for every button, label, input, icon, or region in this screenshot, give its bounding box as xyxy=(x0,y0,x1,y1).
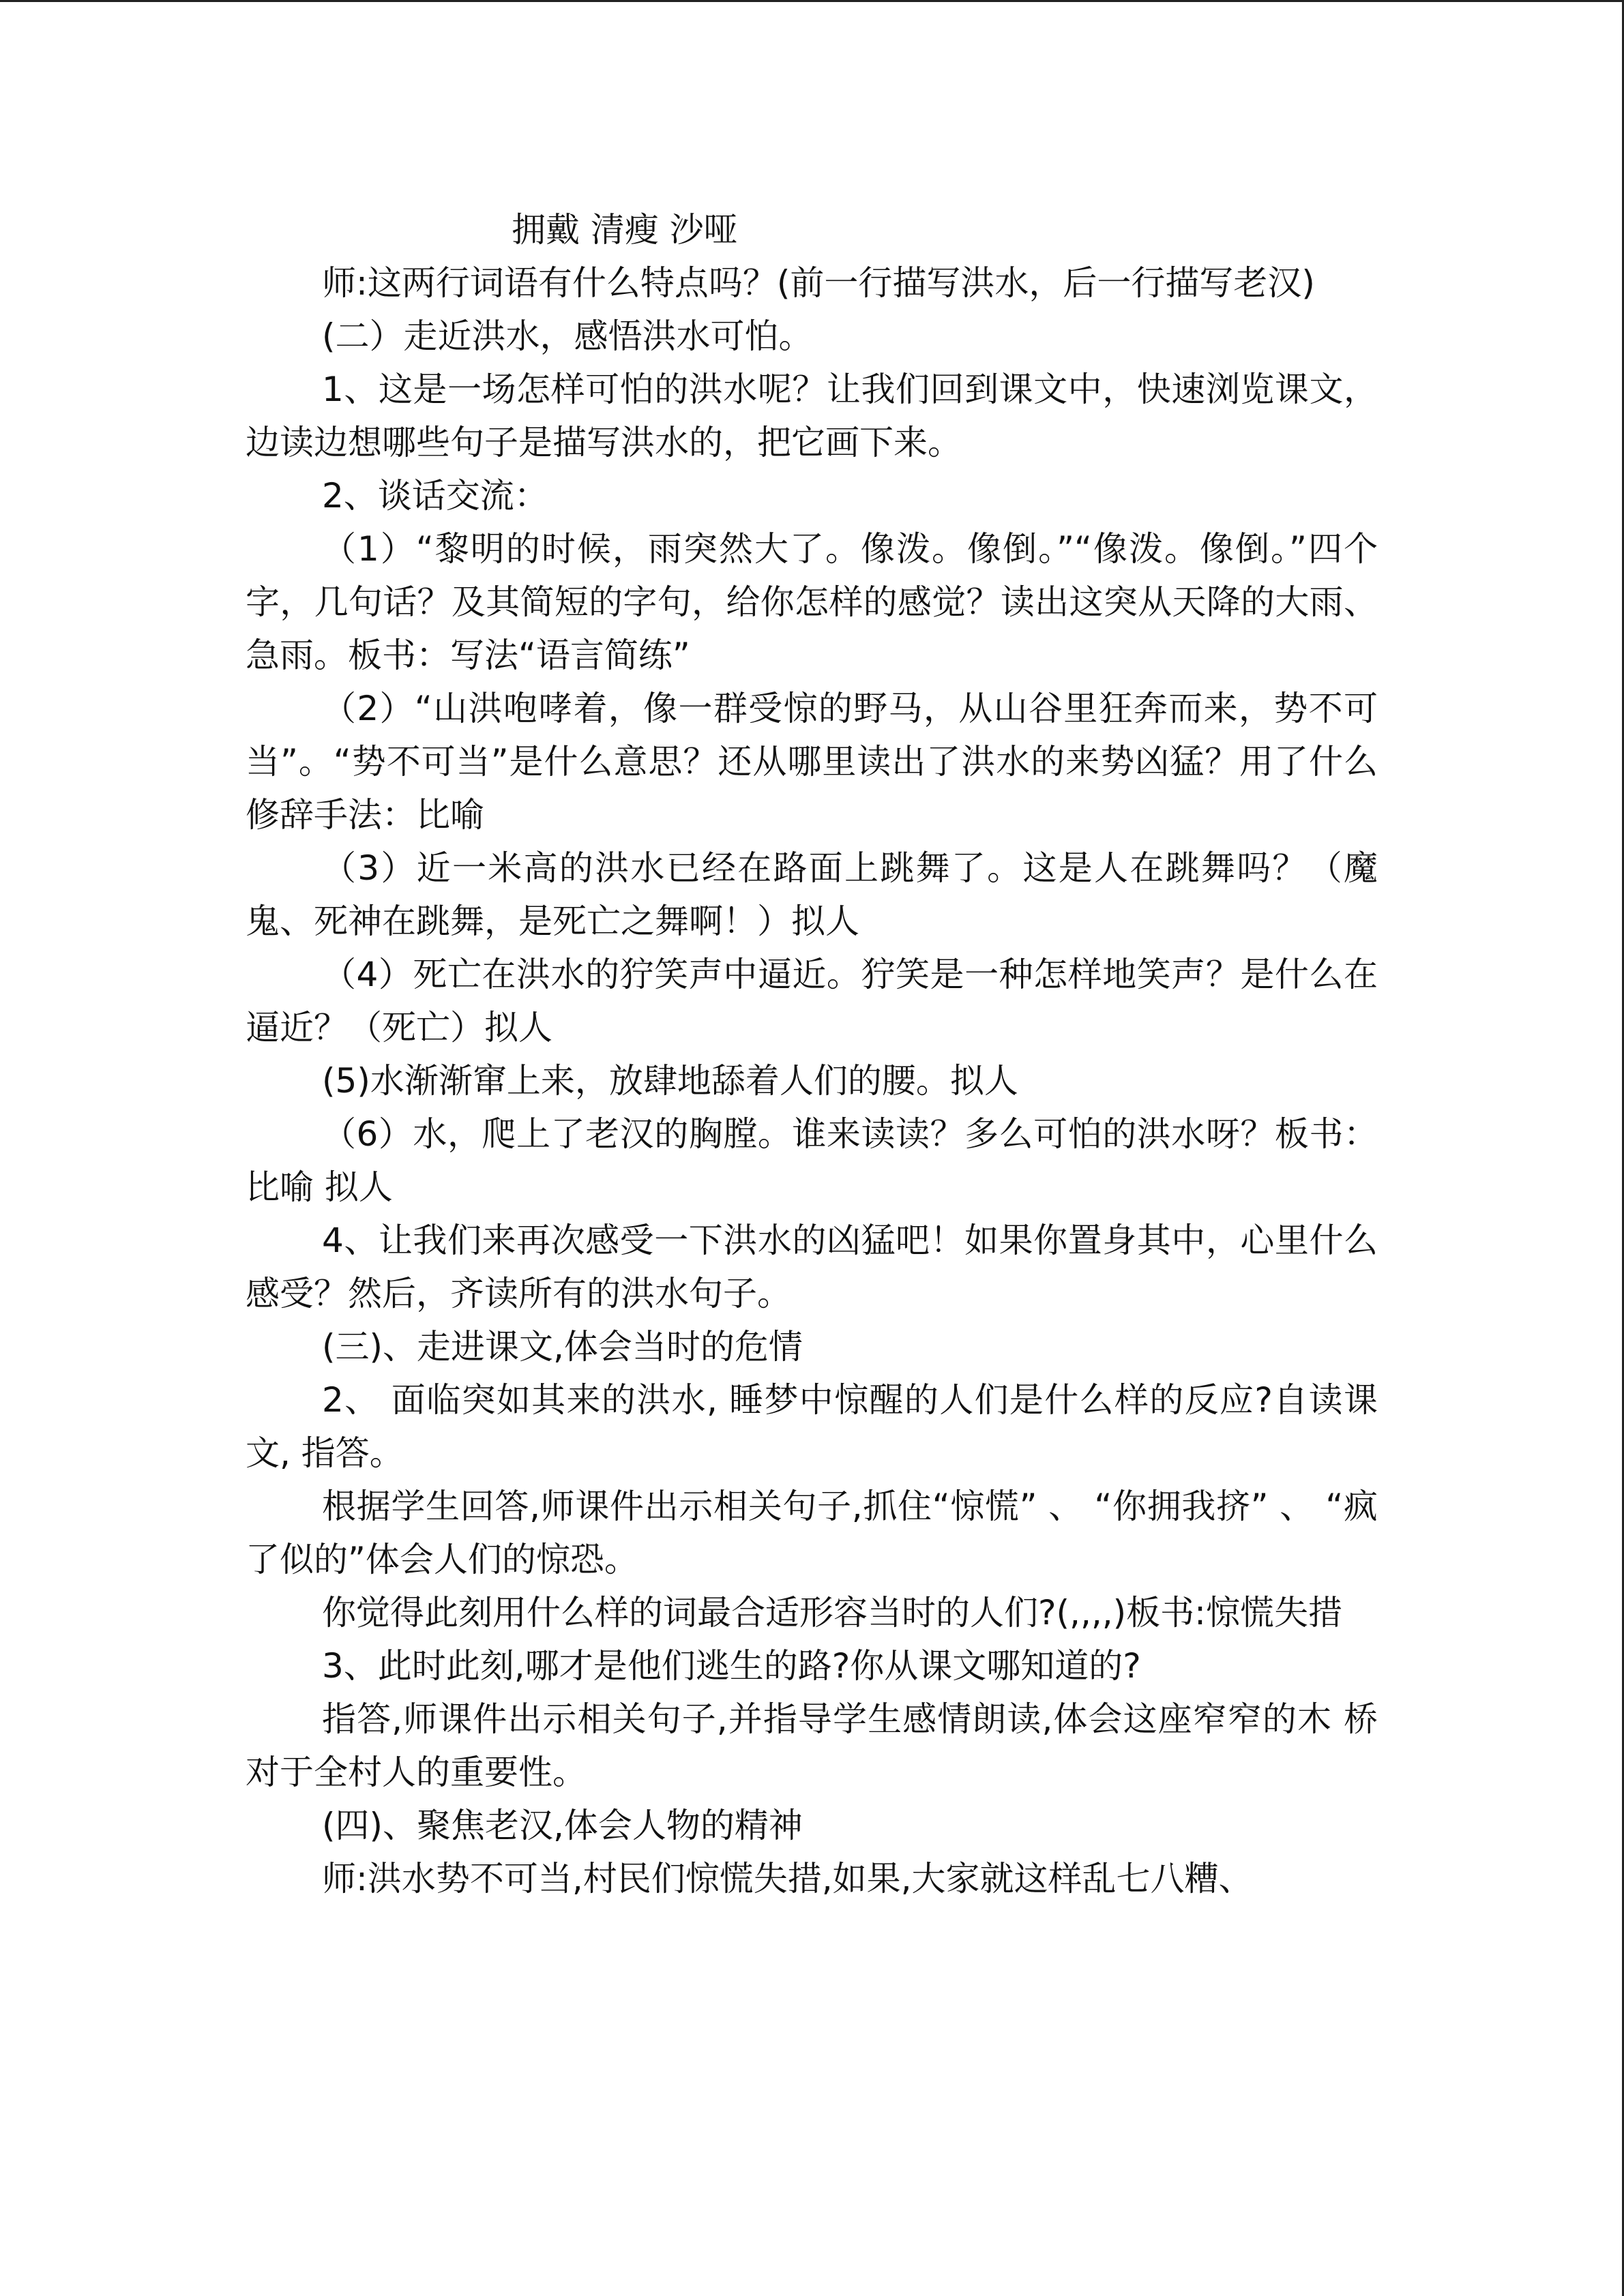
paragraph: 3、此时此刻,哪才是他们逃生的路?你从课文哪知道的? xyxy=(322,1646,1141,1686)
paragraph: (5)水渐渐窜上来，放肆地舔着人们的腰。拟人 xyxy=(322,1061,1018,1101)
paragraph: 师:洪水势不可当,村民们惊慌失措,如果,大家就这样乱七八糟、 xyxy=(322,1859,1253,1898)
paragraph: 指答,师课件出示相关句子,并指导学生感情朗读,体会这座窄窄的木 桥对于全村人的重要性。 xyxy=(246,1699,1378,1792)
paragraph: （6）水，爬上了老汉的胸膛。谁来读读？多么可怕的洪水呀？板书：比喻 拟人 xyxy=(246,1114,1378,1207)
document-body xyxy=(246,203,1378,1905)
section-heading: (四)、聚焦老汉,体会人物的精神 xyxy=(322,1806,803,1845)
section-heading: (二）走近洪水，感悟洪水可怕。 xyxy=(322,316,813,356)
paragraph: 你觉得此刻用什么样的词最合适形容当时的人们?(,,,,)板书:惊慌失措 xyxy=(322,1593,1342,1632)
paragraph: 4、让我们来再次感受一下洪水的凶猛吧！如果你置身其中，心里什么感受？然后，齐读所有的洪水句子。 xyxy=(246,1221,1378,1313)
paragraph: 师:这两行词语有什么特点吗？(前一行描写洪水，后一行描写老汉) xyxy=(322,263,1315,303)
paragraph: （2）“山洪咆哮着，像一群受惊的野马，从山谷里狂奔而来，势不可当”。“势不可当”是什么意思？还从哪里读出了洪水的来势凶猛？用了什么修辞手法：比喻 xyxy=(246,689,1378,835)
paragraph: （3）近一米高的洪水已经在路面上跳舞了。这是人在跳舞吗？（魔鬼、死神在跳舞，是死亡之舞啊！）拟人 xyxy=(246,848,1378,941)
section-heading: (三)、走进课文,体会当时的危情 xyxy=(322,1327,803,1367)
word-list-line: 拥戴 清瘦 沙哑 xyxy=(512,210,738,250)
paragraph: （1）“黎明的时候，雨突然大了。像泼。像倒。”“像泼。像倒。”四个字，几句话？及其简短的字句，给你怎样的感觉？读出这突从天降的大雨、急雨。板书：写法“语言简练” xyxy=(246,529,1378,675)
paragraph: （4）死亡在洪水的狞笑声中逼近。狞笑是一种怎样地笑声？是什么在逼近？（死亡）拟人 xyxy=(246,955,1378,1047)
paragraph: 根据学生回答,师课件出示相关句子,抓住“惊慌” 、 “你拥我挤” 、 “疯 了似的”体会人们的惊恐。 xyxy=(246,1487,1378,1579)
paragraph: 2、 面临突如其来的洪水, 睡梦中惊醒的人们是什么样的反应?自读课文, 指答。 xyxy=(246,1380,1378,1473)
paragraph: 2、谈话交流： xyxy=(322,476,548,516)
paragraph: 1、这是一场怎样可怕的洪水呢？让我们回到课文中，快速浏览课文，边读边想哪些句子是描写洪水的，把它画下来。 xyxy=(246,370,1378,462)
